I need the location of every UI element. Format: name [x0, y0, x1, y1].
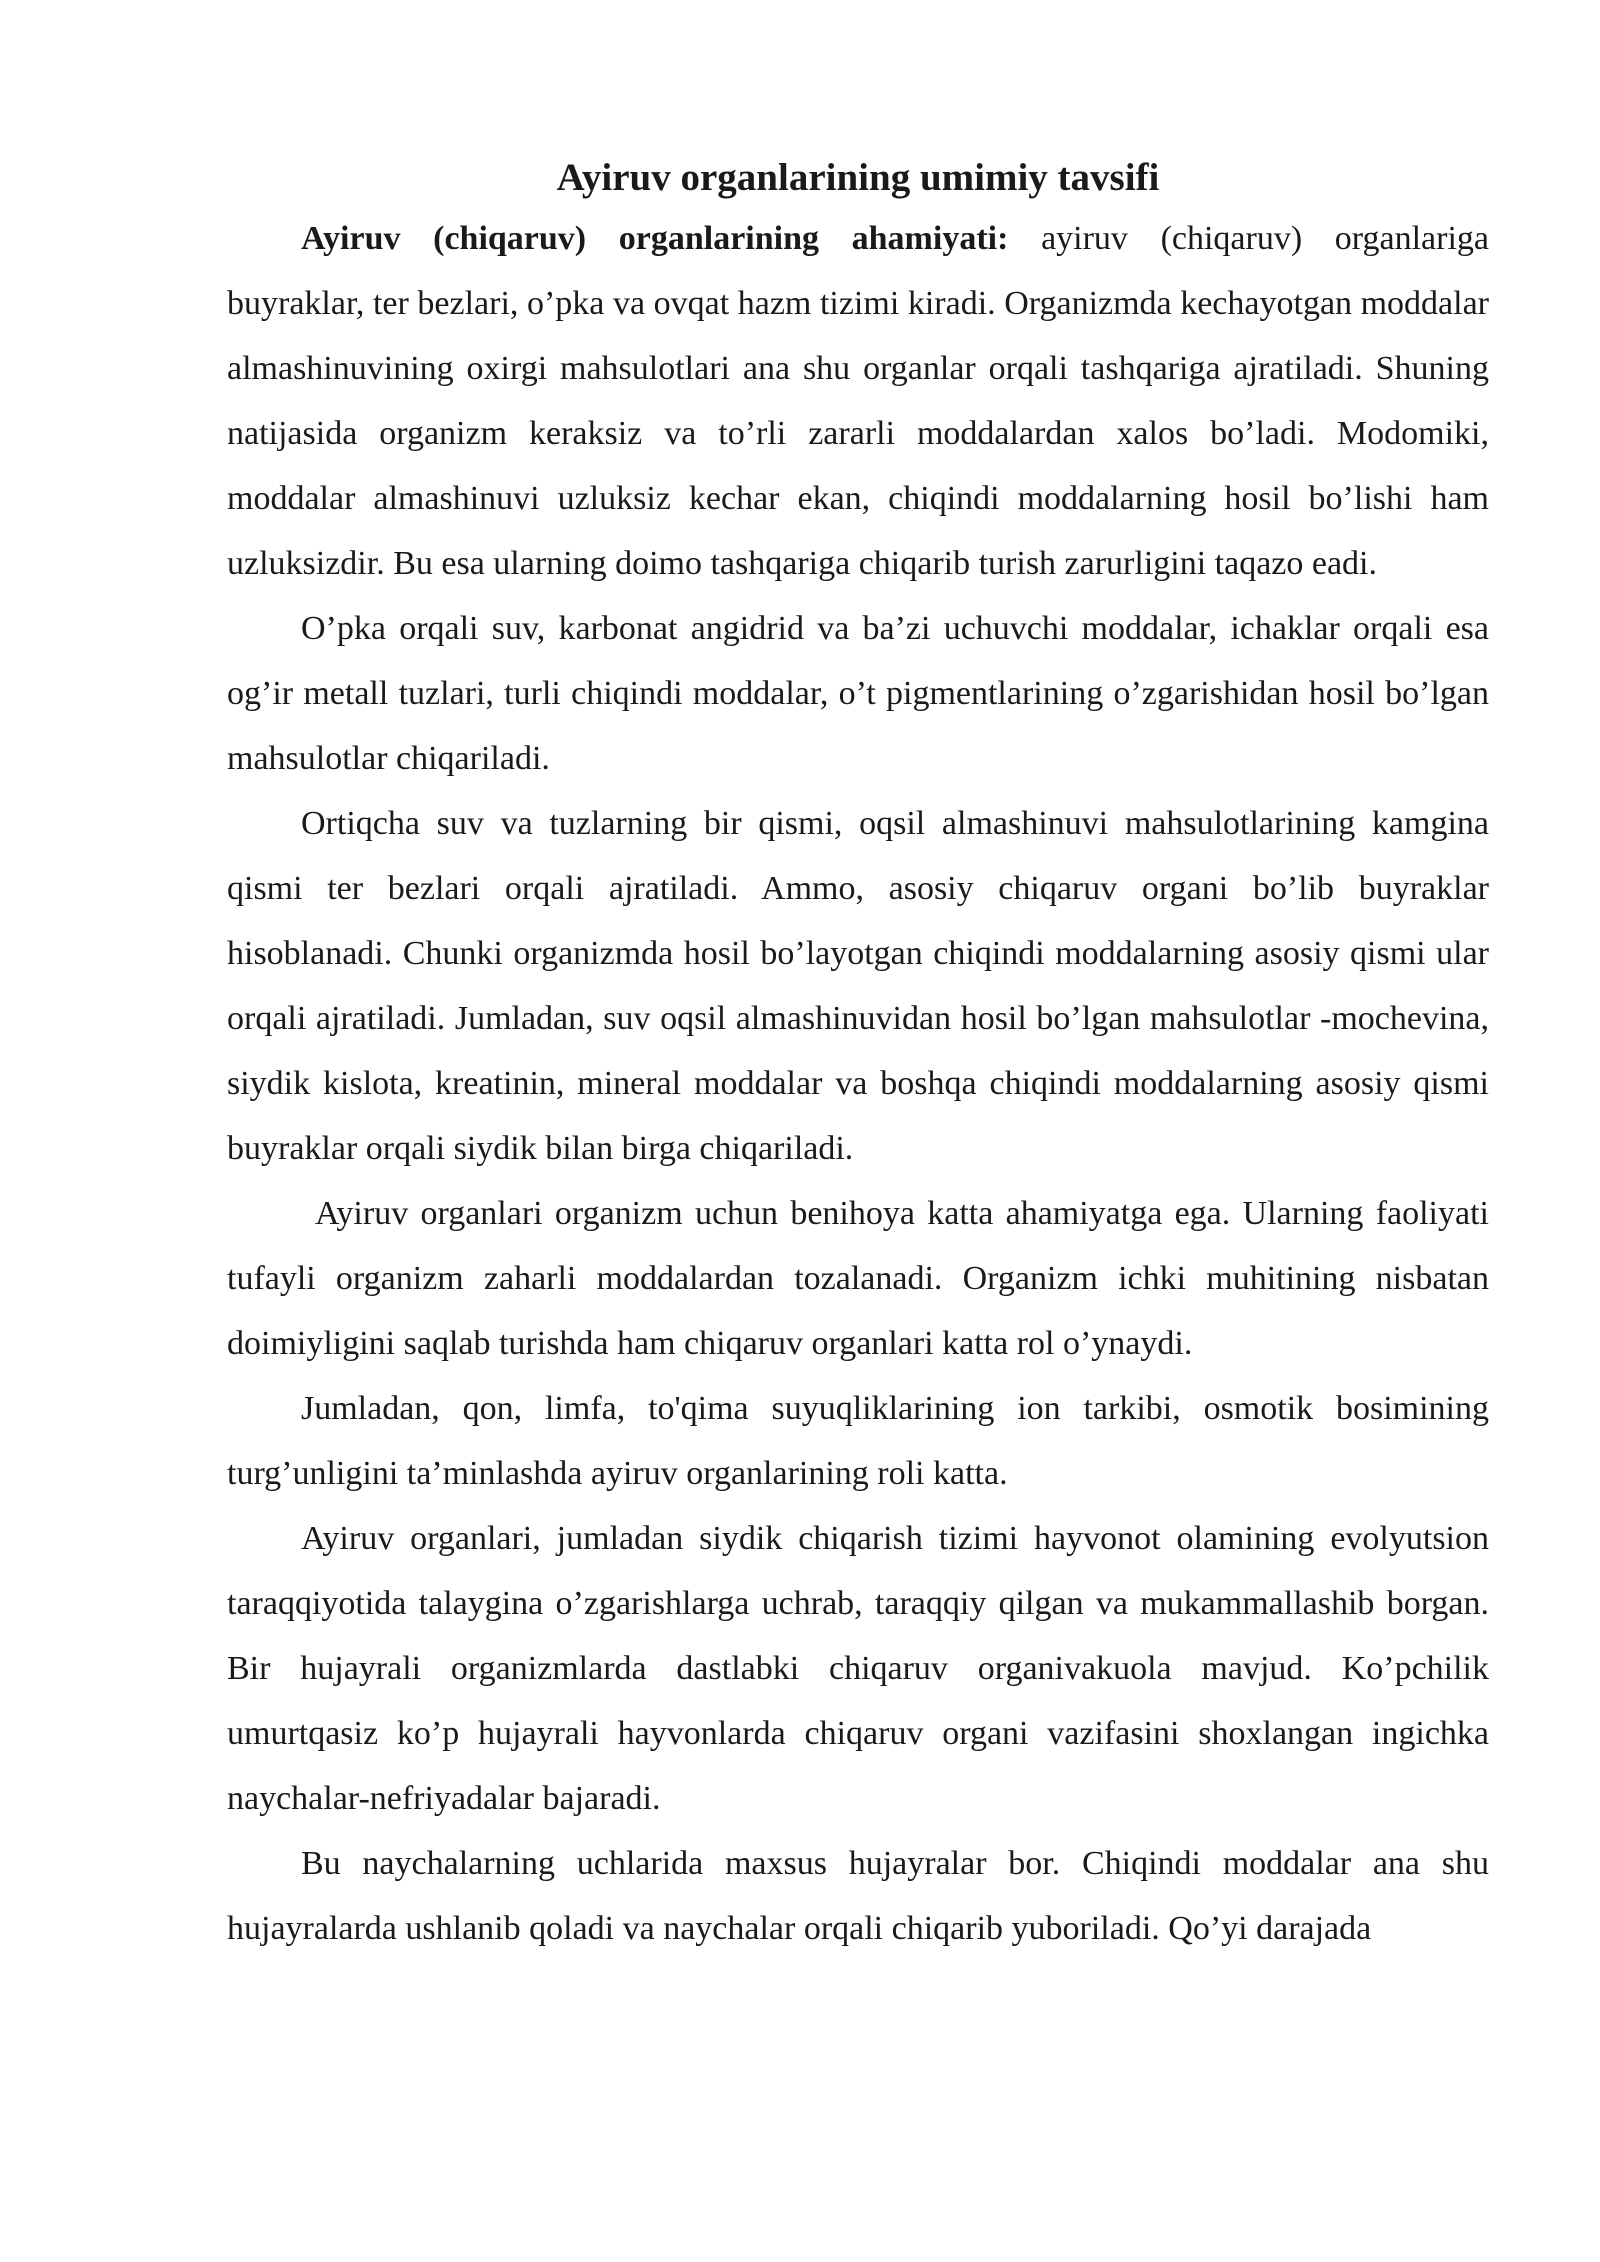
paragraph-2: O’pka orqali suv, karbonat angidrid va ba’zi uchuvchi moddalar, ichaklar orqali esa og’ir metall tuzlari, turli chiqindi moddalar, o’t pigmentlarining o’zgarishidan hosil bo’lgan mahsulotlar chiqariladi.: [227, 610, 1489, 777]
paragraph-lead: Ayiruv (chiqaruv) organlarining ahamiyati:: [301, 220, 1009, 257]
paragraph-1: [227, 206, 1489, 596]
paragraph-3: Ortiqcha suv va tuzlarning bir qismi, oqsil almashinuvi mahsulotlarining kamgina qismi ter bezlari orqali ajratiladi. Ammo, asosiy chiqaruv organi bo’lib buyraklar hisoblanadi. Chunki organizmda hosil bo’layotgan chiqindi moddalarning asosiy qismi ular orqali ajratiladi. Jumladan, suv oqsil almashinuvidan hosil bo’lgan mahsulotlar -mochevina, siydik kislota, kreatinin, mineral moddalar va boshqa chiqindi moddalarning asosiy qismi buyraklar orqali siydik bilan birga chiqariladi.: [227, 805, 1489, 1167]
document-title: Ayiruv organlarining umimiy tavsifi: [556, 156, 1160, 199]
paragraph-5: Jumladan, qon, limfa, to'qima suyuqliklarining ion tarkibi, osmotik bosimining turg’unligini ta’minlashda ayiruv organlarining roli katta.: [227, 1390, 1489, 1492]
paragraph-4: Ayiruv organlari organizm uchun benihoya katta ahamiyatga ega. Ularning faoliyati tufayli organizm zaharli moddalardan tozalanadi. Organizm ichki muhitining nisbatan doimiyligini saqlab turishda ham chiqaruv organlari katta rol o’ynaydi.: [227, 1195, 1489, 1362]
paragraph-7: Bu naychalarning uchlarida maxsus hujayralar bor. Chiqindi moddalar ana shu hujayralarda ushlanib qoladi va naychalar orqali chiqarib yuboriladi. Qo’yi darajada: [227, 1845, 1489, 1947]
paragraph-6: Ayiruv organlari, jumladan siydik chiqarish tizimi hayvonot olamining evolyutsion taraqqiyotida talaygina o’zgarishlarga uchrab, taraqqiy qilgan va mukammallashib borgan. Bir hujayrali organizmlarda dastlabki chiqaruv organivakuola mavjud. Ko’pchilik umurtqasiz ko’p hujayrali hayvonlarda chiqaruv organi vazifasini shoxlangan ingichka naychalar-nefriyadalar bajaradi.: [227, 1520, 1489, 1817]
paragraph-text: ayiruv (chiqaruv) organlariga buyraklar, ter bezlari, o’pka va ovqat hazm tizimi kiradi. Organizmda kechayotgan moddalar almashinuvining oxirgi mahsulotlari ana shu organlar orqali tashqariga ajratiladi. Shuning natijasida organizm keraksiz va to’rli zararli moddalardan xalos bo’ladi. Modomiki, moddalar almashinuvi uzluksiz kechar ekan, chiqindi moddalarning hosil bo’lishi ham uzluksizdir. Bu esa ularning doimo tashqariga chiqarib turish zarurligini taqazo eadi.: [227, 220, 1489, 582]
document-body: [227, 150, 1489, 1961]
